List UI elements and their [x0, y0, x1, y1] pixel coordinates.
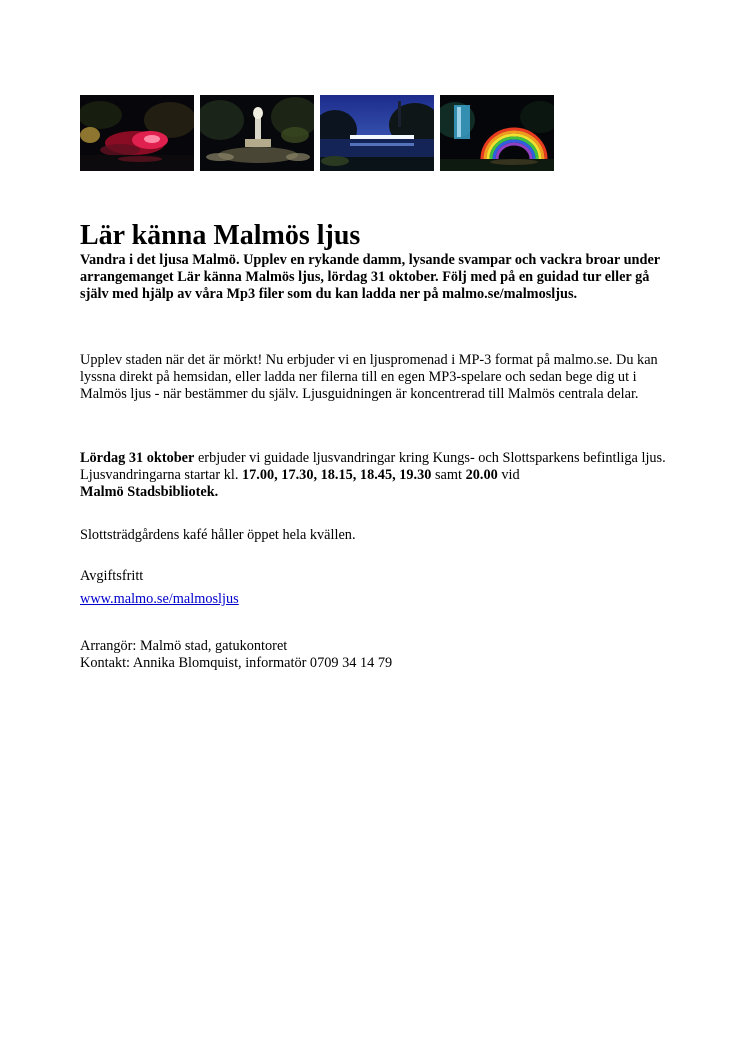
- event-place: Malmö Stadsbibliotek.: [80, 484, 219, 500]
- photo-red-lit-pond: [80, 95, 194, 171]
- lead-paragraph: Vandra i det ljusa Malmö. Upplev en rykande damm, lysande svampar och vackra broar under arrangemanget Lär känna Malmös ljus, lördag 31 oktober. Följ med på en guidad tur eller gå själv med hjälp av våra Mp3 filer som du kan ladda ner på malmo.se/malmosljus.: [80, 252, 660, 302]
- event-text-1: erbjuder vi guidade ljusvandringar kring Kungs- och Slottsparkens befintliga ljus. Ljusvandringarna startar kl.: [80, 450, 666, 483]
- event-last-time: 20.00: [465, 467, 498, 483]
- intro-paragraph: Upplev staden när det är mörkt! Nu erbjuder vi en ljuspromenad i MP-3 format på malmo.se. Du kan lyssna direkt på hemsidan, eller ladda ner filerna till en egen MP3-spelare och sedan bege dig ut i Malmös ljus - när bestämmer du själv. Ljusguidningen är koncentrerad till Malmös centrala delar.: [80, 352, 658, 402]
- event-text-2: samt: [431, 467, 466, 483]
- event-times: 17.00, 17.30, 18.15, 18.45, 19.30: [241, 467, 432, 483]
- contact-text: Kontakt: Annika Blomquist, informatör 0709 34 14 79: [80, 655, 393, 671]
- photo-lit-statue-park: [200, 95, 314, 171]
- page-title: Lär känna Malmös ljus: [80, 220, 361, 251]
- malmosljus-link[interactable]: www.malmo.se/malmosljus: [80, 591, 239, 607]
- fee-text: Avgiftsfritt: [80, 568, 144, 584]
- photo-rainbow-arch: [440, 95, 554, 171]
- organizer-text: Arrangör: Malmö stad, gatukontoret: [80, 638, 288, 654]
- cafe-paragraph: Slottsträdgårdens kafé håller öppet hela kvällen.: [80, 527, 356, 543]
- event-details-paragraph: [80, 450, 670, 501]
- photo-lit-bridge: [320, 95, 434, 171]
- event-date: Lördag 31 oktober: [80, 450, 195, 466]
- event-text-3: vid: [497, 467, 520, 483]
